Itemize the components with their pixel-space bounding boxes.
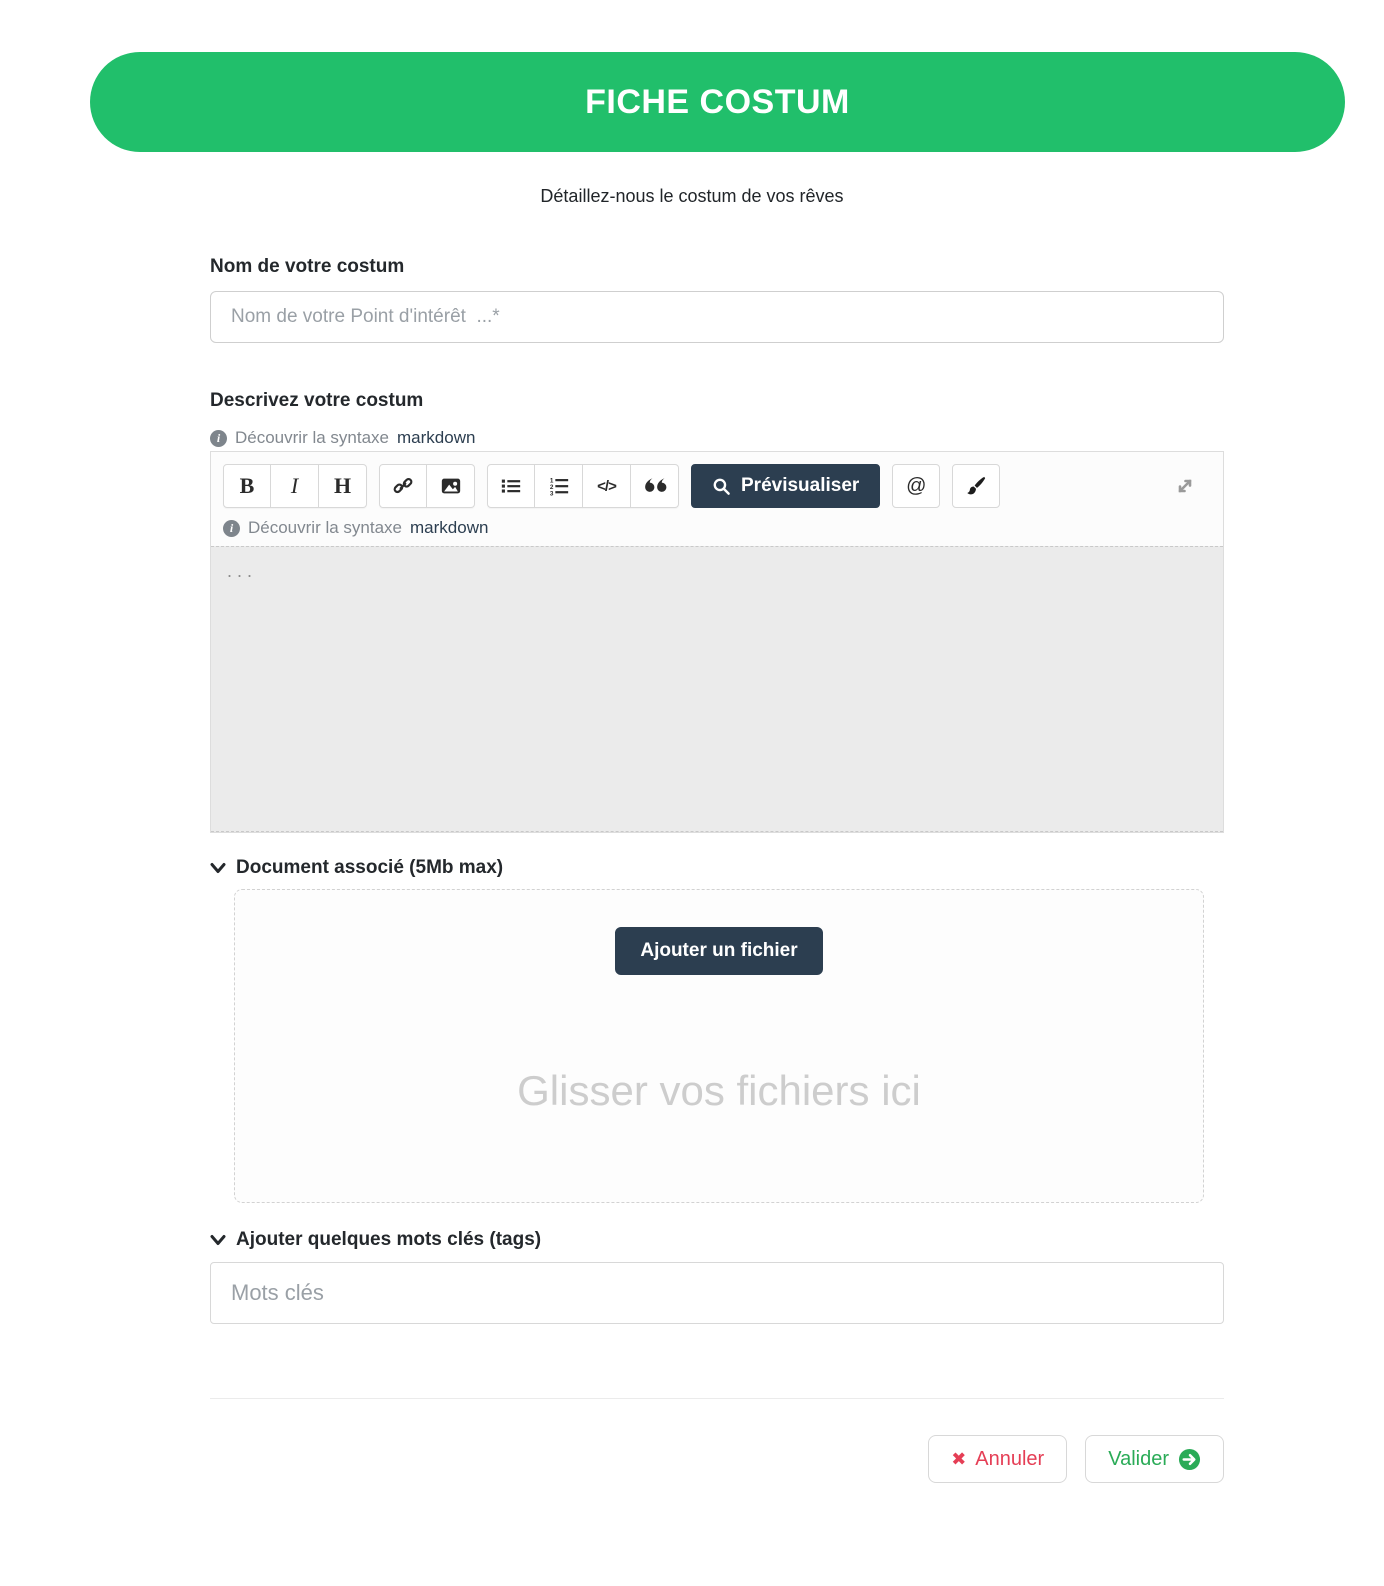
document-section-label: Document associé (5Mb max): [236, 857, 504, 878]
mention-button[interactable]: @: [892, 464, 940, 508]
image-icon: [440, 475, 462, 497]
brush-icon: [965, 475, 987, 497]
hint-text: Découvrir la syntaxe: [248, 518, 403, 537]
page-subtitle: Détaillez-nous le costum de vos rêves: [540, 186, 844, 206]
description-textarea[interactable]: [211, 546, 1223, 832]
form-content: [210, 256, 1224, 1483]
image-button[interactable]: [427, 464, 475, 508]
x-icon: ✖: [951, 1448, 967, 1469]
unordered-list-button[interactable]: [487, 464, 535, 508]
chevron-down-icon: [210, 1233, 226, 1247]
svg-text:1: 1: [549, 477, 553, 485]
cancel-button-label: Annuler: [975, 1447, 1045, 1470]
dropzone-placeholder: Glisser vos fichiers ici: [517, 1067, 921, 1114]
bold-button[interactable]: B: [223, 464, 271, 508]
description-field-label: Descrivez votre costum: [210, 390, 424, 411]
expand-editor-icon[interactable]: [1173, 474, 1197, 498]
preview-button-label: Prévisualiser: [741, 475, 860, 496]
markdown-link[interactable]: markdown: [397, 428, 476, 447]
info-icon: i: [223, 520, 240, 537]
cancel-button[interactable]: [928, 1435, 1067, 1483]
search-icon: [712, 477, 731, 496]
ordered-list-icon: [548, 475, 570, 497]
footer-divider: [210, 1398, 1224, 1399]
name-field-label: Nom de votre costum: [210, 256, 405, 277]
add-file-button[interactable]: Ajouter un fichier: [615, 927, 822, 975]
link-icon: [392, 475, 414, 497]
document-section-toggle[interactable]: [210, 857, 1224, 879]
submit-button-label: Valider: [1108, 1447, 1169, 1470]
info-icon: i: [210, 430, 227, 447]
markdown-link[interactable]: markdown: [410, 518, 489, 537]
page-title: FICHE COSTUM: [585, 82, 850, 121]
svg-text:2: 2: [549, 484, 553, 492]
hint-text: Découvrir la syntaxe: [235, 428, 390, 447]
quote-button[interactable]: [631, 464, 679, 508]
tags-section-toggle[interactable]: [210, 1229, 1224, 1251]
ordered-list-button[interactable]: [535, 464, 583, 508]
name-input[interactable]: [210, 291, 1224, 343]
insert-group: [379, 464, 475, 508]
markdown-toolbar: [211, 452, 1223, 508]
markdown-syntax-hint-editor: [211, 508, 1223, 546]
brush-button[interactable]: [952, 464, 1000, 508]
link-button[interactable]: [379, 464, 427, 508]
tags-section-label: Ajouter quelques mots clés (tags): [236, 1229, 542, 1250]
block-group: [487, 464, 679, 508]
svg-text:3: 3: [549, 490, 553, 497]
unordered-list-icon: [500, 475, 522, 497]
preview-button[interactable]: [691, 464, 880, 508]
text-style-group: [223, 464, 367, 508]
footer-actions: [210, 1435, 1224, 1483]
file-dropzone[interactable]: [234, 889, 1204, 1203]
form-header-banner: [90, 52, 1345, 152]
chevron-down-icon: [210, 861, 226, 875]
markdown-syntax-hint: [210, 428, 1224, 448]
italic-button[interactable]: I: [271, 464, 319, 508]
arrow-circle-right-icon: [1178, 1448, 1201, 1471]
heading-button[interactable]: H: [319, 464, 367, 508]
submit-button[interactable]: [1085, 1435, 1224, 1483]
markdown-editor: [210, 451, 1224, 833]
quote-icon: [643, 476, 667, 496]
tags-input[interactable]: [210, 1262, 1224, 1324]
code-button[interactable]: </>: [583, 464, 631, 508]
